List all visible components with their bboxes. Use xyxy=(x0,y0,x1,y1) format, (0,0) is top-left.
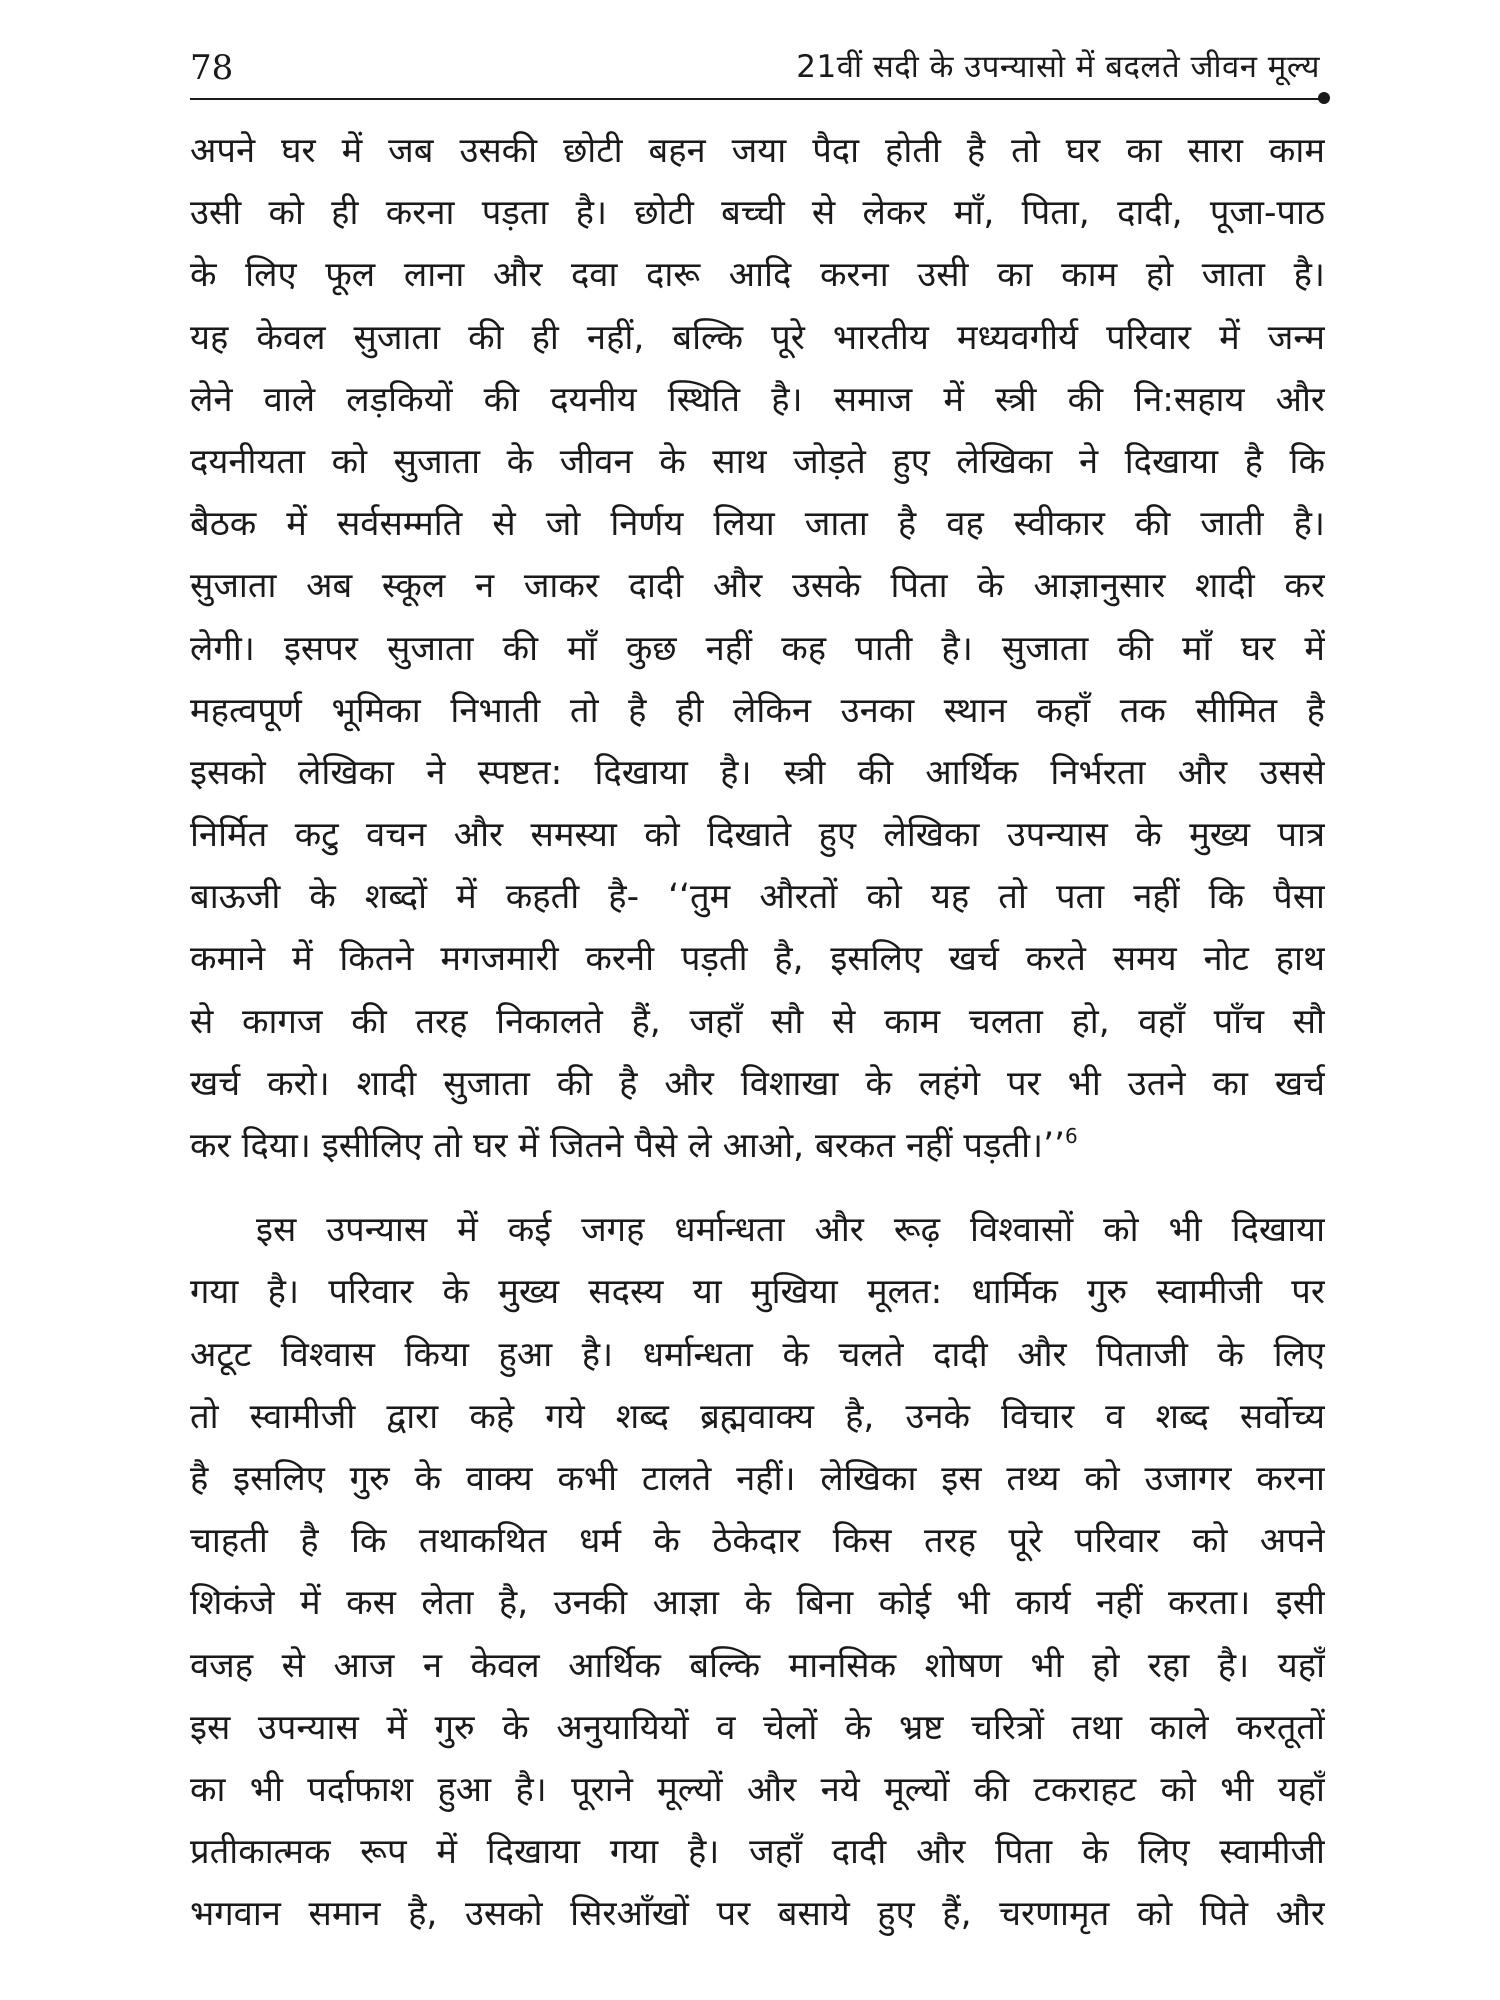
page-header xyxy=(190,44,1330,94)
text-line: अपने घर में जब उसकी छोटी बहन जया पैदा होती है तो घर का सारा काम xyxy=(190,131,1325,171)
text-line: के लिए फूल लाना और दवा दारू आदि करना उसी का काम हो जाता है। xyxy=(190,255,1325,296)
text-line-last xyxy=(190,1115,1325,1177)
header-rule-dot xyxy=(1318,92,1330,104)
text-line: कमाने में कितने मगजमारी करनी पड़ती है, इसलिए खर्च करते समय नोट हाथ xyxy=(190,939,1325,980)
text-line: शिकंजे में कस लेता है, उनकी आज्ञा के बिना कोई भी कार्य नहीं करता। इसी xyxy=(190,1583,1325,1624)
footnote-reference[interactable]: 6 xyxy=(1065,1124,1078,1148)
text-line: लेने वाले लड़कियों की दयनीय स्थिति है। समाज में स्त्री की नि:सहाय और xyxy=(190,379,1325,420)
text-line-content: कर दिया। इसीलिए तो घर में जितने पैसे ले आओ, बरकत नहीं पड़ती।’’ xyxy=(190,1126,1066,1166)
text-line: यह केवल सुजाता की ही नहीं, बल्कि पूरे भारतीय मध्यवगीर्य परिवार में जन्म xyxy=(190,317,1325,358)
page-number: 78 xyxy=(190,48,234,88)
text-line: गया है। परिवार के मुख्य सदस्य या मुखिया मूलत: धार्मिक गुरु स्वामीजी पर xyxy=(190,1272,1325,1313)
running-title: 21वीं सदी के उपन्यासो में बदलते जीवन मूल्य xyxy=(796,49,1320,85)
text-line: इसको लेखिका ने स्पष्टत: दिखाया है। स्त्री की आर्थिक निर्भरता और उससे xyxy=(190,752,1325,793)
text-line: से कागज की तरह निकालते हैं, जहाँ सौ से काम चलता हो, वहाँ पाँच सौ xyxy=(190,1001,1325,1042)
text-line: बैठक में सर्वसम्मति से जो निर्णय लिया जाता है वह स्वीकार की जाती है। xyxy=(190,504,1325,545)
text-line: निर्मित कटु वचन और समस्या को दिखाते हुए लेखिका उपन्यास के मुख्य पात्र xyxy=(190,815,1325,856)
text-line: सुजाता अब स्कूल न जाकर दादी और उसके पिता के आज्ञानुसार शादी कर xyxy=(190,566,1325,607)
text-line: दयनीयता को सुजाता के जीवन के साथ जोड़ते हुए लेखिका ने दिखाया है कि xyxy=(190,441,1325,482)
text-line: है इसलिए गुरु के वाक्य कभी टालते नहीं। लेखिका इस तथ्य को उजागर करना xyxy=(190,1458,1325,1499)
text-line: बाऊजी के शब्दों में कहती है- ‘‘तुम औरतों को यह तो पता नहीं कि पैसा xyxy=(190,877,1325,918)
text-line: भगवान समान है, उसको सिरआँखों पर बसाये हुए हैं, चरणामृत को पिते और xyxy=(190,1894,1325,1935)
text-line: उसी को ही करना पड़ता है। छोटी बच्ची से लेकर माँ, पिता, दादी, पूजा-पाठ xyxy=(190,193,1325,234)
text-line: लेगी। इसपर सुजाता की माँ कुछ नहीं कह पाती है। सुजाता की माँ घर में xyxy=(190,628,1325,669)
paragraph-2 xyxy=(190,1199,1325,1945)
text-line: का भी पर्दाफाश हुआ है। पूराने मूल्यों और नये मूल्यों की टकराहट को भी यहाँ xyxy=(190,1769,1325,1810)
text-line: वजह से आज न केवल आर्थिक बल्कि मानसिक शोषण भी हो रहा है। यहाँ xyxy=(190,1645,1325,1686)
text-line: इस उपन्यास में गुरु के अनुयायियों व चेलों के भ्रष्ट चरित्रों तथा काले करतूतों xyxy=(190,1707,1325,1748)
text-line: अटूट विश्वास किया हुआ है। धर्मान्धता के चलते दादी और पिताजी के लिए xyxy=(190,1334,1325,1375)
text-line: तो स्वामीजी द्वारा कहे गये शब्द ब्रह्मवाक्य है, उनके विचार व शब्द सर्वोच्य xyxy=(190,1396,1325,1437)
body-text xyxy=(190,120,1325,1945)
text-line: प्रतीकात्मक रूप में दिखाया गया है। जहाँ दादी और पिता के लिए स्वामीजी xyxy=(190,1832,1325,1873)
text-line: महत्वपूर्ण भूमिका निभाती तो है ही लेकिन उनका स्थान कहाँ तक सीमित है xyxy=(190,690,1325,731)
header-rule xyxy=(190,98,1320,100)
text-line-first: इस उपन्यास में कई जगह धर्मान्धता और रूढ़ विश्वासों को भी दिखाया xyxy=(256,1210,1325,1251)
paragraph-1 xyxy=(190,120,1325,1177)
paragraph-gap xyxy=(190,1177,1325,1199)
text-line: चाहती है कि तथाकथित धर्म के ठेकेदार किस तरह पूरे परिवार को अपने xyxy=(190,1521,1325,1562)
text-line: खर्च करो। शादी सुजाता की है और विशाखा के लहंगे पर भी उतने का खर्च xyxy=(190,1063,1325,1104)
